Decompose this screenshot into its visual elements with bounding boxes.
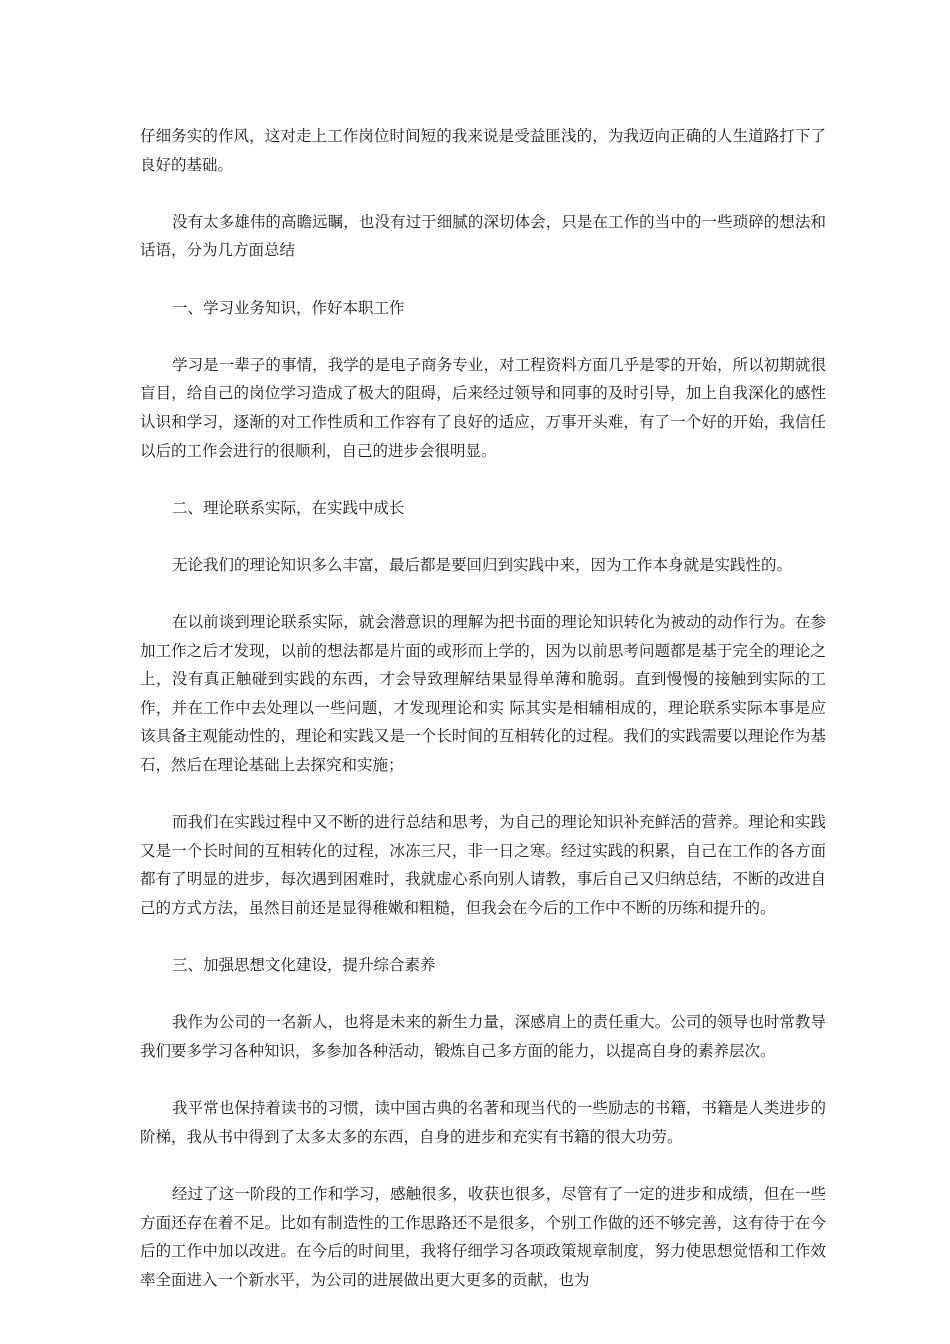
paragraph-5: 在以前谈到理论联系实际，就会潜意识的理解为把书面的理论知识转化为被动的动作行为。在参加工作之后才发现，以前的想法都是片面的或形而上学的，因为以前思考问题都是基于完全的理论之上，没有真正触碰到实践的东西，才会导致理解结果显得单薄和脆弱。直到慢慢的接触到实际的工作，并在工作中去处理以一些问题，才发现理论和实 际其实是相辅相成的，理论联系实际本事是应该具备主观能动性的，理论和实践又是一个长时间的互相转化的过程。我们的实践需要以理论作为基石，然后在理论基础上去探究和实施； (140, 613, 826, 775)
paragraph-3: 学习是一辈子的事情，我学的是电子商务专业，对工程资料方面几乎是零的开始，所以初期就很盲目，给自己的岗位学习造成了极大的阻碍，后来经过领导和同事的及时引导，加上自我深化的感性认识和学习，逐渐的对工作性质和工作容有了良好的适应，万事开头难，有了一个好的开始，我信任以后的工作会进行的很顺利，自己的进步会很明显。 (140, 355, 826, 460)
section-heading-1: 一、学习业务知识，作好本职工作 (172, 298, 405, 317)
paragraph-8: 我平常也保持着读书的习惯，读中国古典的名著和现当代的一些励志的书籍，书籍是人类进步的阶梯，我从书中得到了太多太多的东西，自身的进步和充实有书籍的很大功劳。 (140, 1099, 826, 1146)
document-body (140, 122, 826, 1323)
section-heading-3: 三、加强思想文化建设，提升综合素养 (172, 956, 436, 975)
paragraph-9: 经过了这一阶段的工作和学习，感触很多，收获也很多，尽管有了一定的进步和成绩，但在一些方面还存在着不足。比如有制造性的工作思路还不是很多，个别工作做的还不够完善，这有待于在今后的工作中加以改进。在今后的时间里，我将仔细学习各项政策规章制度，努力使思想觉悟和工作效率全面进入一个新水平，为公司的进展做出更大更多的贡献，也为 (140, 1184, 826, 1289)
paragraph-1: 仔细务实的作风，这对走上工作岗位时间短的我来说是受益匪浅的，为我迈向正确的人生道路打下了良好的基础。 (140, 127, 826, 174)
paragraph-6: 而我们在实践过程中又不断的进行总结和思考，为自己的理论知识补充鲜活的营养。理论和实践又是一个长时间的互相转化的过程，冰冻三尺，非一日之寒。经过实践的积累，自己在工作的各方面都有了明显的进步，每次遇到困难时，我就虚心系向别人请教，事后自己又归纳总结，不断的改进自己的方式方法，虽然目前还是显得稚嫩和粗糙，但我会在今后的工作中不断的历练和提升的。 (140, 813, 826, 918)
paragraph-7: 我作为公司的一名新人，也将是未来的新生力量，深感肩上的责任重大。公司的领导也时常教导我们要多学习各种知识，多参加各种活动，锻炼自己多方面的能力，以提高自身的素养层次。 (140, 1013, 826, 1060)
section-heading-2: 二、理论联系实际，在实践中成长 (172, 498, 405, 517)
paragraph-2: 没有太多雄伟的高瞻远瞩，也没有过于细腻的深切体会，只是在工作的当中的一些琐碎的想法和话语，分为几方面总结 (140, 212, 826, 260)
paragraph-4: 无论我们的理论知识多么丰富，最后都是要回归到实践中来，因为工作本身就是实践性的。 (172, 555, 793, 574)
